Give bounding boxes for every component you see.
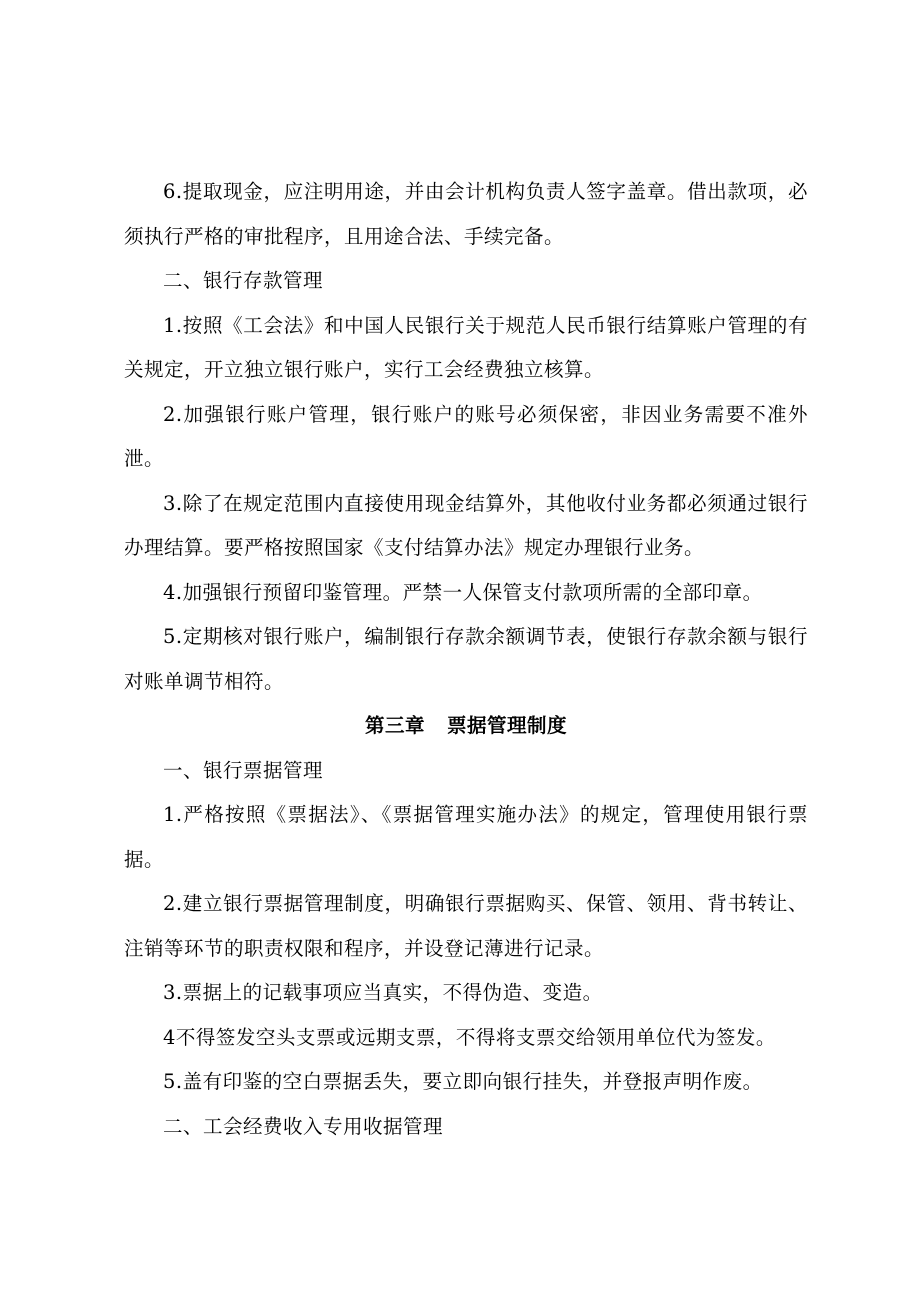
section-heading-bank-bills: 一、银行票据管理 bbox=[163, 758, 324, 782]
paragraph-bill-law: 1.严格按照《票据法》、《票据管理实施办法》的规定，管理使用银行票据。 bbox=[124, 803, 808, 871]
document-page bbox=[124, 170, 808, 1149]
paragraph-seal-management: 4.加强银行预留印鉴管理。严禁一人保管支付款项所需的全部印章。 bbox=[163, 580, 763, 604]
paragraph-bank-account-opening: 1.按照《工会法》和中国人民银行关于规范人民币银行结算账户管理的有关规定，开立独立银行账户，实行工会经费独立核算。 bbox=[124, 313, 808, 381]
section-heading-receipts: 二、工会经费收入专用收据管理 bbox=[163, 1114, 444, 1138]
paragraph-bill-truthfulness: 3.票据上的记载事项应当真实，不得伪造、变造。 bbox=[163, 981, 603, 1004]
paragraph-cheque-rules: 4不得签发空头支票或远期支票，不得将支票交给领用单位代为签发。 bbox=[163, 1025, 776, 1049]
chapter-number: 第三章 bbox=[364, 714, 425, 737]
paragraph-cash-withdrawal: 6.提取现金，应注明用途，并由会计机构负责人签字盖章。借出款项，必须执行严格的审批程序，且用途合法、手续完备。 bbox=[124, 180, 808, 248]
chapter-title: 票据管理制度 bbox=[447, 714, 568, 737]
chapter-heading bbox=[124, 704, 808, 749]
paragraph-reconciliation: 5.定期核对银行账户，编制银行存款余额调节表，使银行存款余额与银行对账单调节相符。 bbox=[124, 625, 808, 693]
paragraph-settlement: 3.除了在规定范围内直接使用现金结算外，其他收付业务都必须通过银行办理结算。要严格按照国家《支付结算办法》规定办理银行业务。 bbox=[124, 491, 808, 559]
paragraph-lost-bills: 5.盖有印鉴的空白票据丢失，要立即向银行挂失，并登报声明作废。 bbox=[163, 1070, 763, 1093]
paragraph-bill-system: 2.建立银行票据管理制度，明确银行票据购买、保管、领用、背书转让、注销等环节的职责权限和程序，并设登记薄进行记录。 bbox=[124, 892, 808, 960]
paragraph-account-confidentiality: 2.加强银行账户管理，银行账户的账号必须保密，非因业务需要不准外泄。 bbox=[124, 402, 808, 470]
section-heading-bank-deposit: 二、银行存款管理 bbox=[163, 269, 324, 292]
